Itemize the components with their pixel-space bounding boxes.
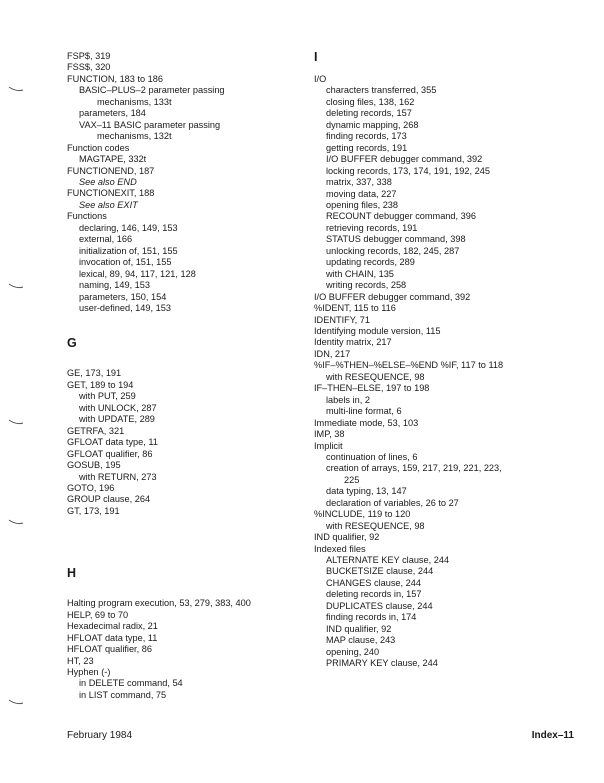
index-entry: FUNCTIONEXIT, 188 (67, 188, 155, 199)
index-subentry: BASIC–PLUS–2 parameter passing (79, 85, 225, 96)
index-subentry: IND qualifier, 92 (326, 623, 392, 634)
index-entry: %IDENT, 115 to 116 (314, 303, 396, 314)
index-section-i (314, 74, 564, 670)
index-section-h (67, 598, 317, 701)
index-subentry: See also END (79, 176, 137, 187)
index-entry: Indexed files (314, 543, 366, 554)
index-subentry: retrieving records, 191 (326, 222, 418, 233)
index-entry: GFLOAT qualifier, 86 (67, 448, 153, 459)
index-subentry: invocation of, 151, 155 (79, 257, 172, 268)
index-subentry: 225 (344, 474, 360, 485)
index-subentry: characters transferred, 355 (326, 85, 437, 96)
index-section-f (67, 51, 317, 314)
index-subentry: ALTERNATE KEY clause, 244 (326, 555, 450, 566)
index-subentry: dynamic mapping, 268 (326, 119, 419, 130)
section-heading-i: I (314, 50, 318, 64)
index-entry: Halting program execution, 53, 279, 383, 400 (67, 598, 251, 609)
index-entry: IND qualifier, 92 (314, 532, 380, 543)
footer-page-number: Index–11 (531, 730, 574, 741)
index-subentry: PRIMARY KEY clause, 244 (326, 658, 438, 669)
index-entry: HFLOAT qualifier, 86 (67, 644, 152, 655)
binder-mark (8, 86, 24, 92)
binder-mark (8, 519, 24, 525)
index-entry: HT, 23 (67, 655, 94, 666)
index-subentry: declaring, 146, 149, 153 (79, 222, 178, 233)
index-subentry: external, 166 (79, 234, 133, 245)
index-subentry: parameters, 150, 154 (79, 291, 167, 302)
index-entry: FUNCTION, 183 to 186 (67, 73, 163, 84)
index-subentry: moving data, 227 (326, 188, 397, 199)
index-subentry: creation of arrays, 159, 217, 219, 221, 223, (326, 463, 502, 474)
index-entry: Identity matrix, 217 (314, 337, 392, 348)
index-entry: GET, 189 to 194 (67, 379, 134, 390)
index-subentry: with PUT, 259 (79, 391, 136, 402)
index-subentry: deleting records in, 157 (326, 589, 422, 600)
index-entry: IMP, 38 (314, 429, 345, 440)
footer-date: February 1984 (67, 730, 133, 741)
index-subentry: VAX–11 BASIC parameter passing (79, 119, 221, 130)
index-right-column (314, 51, 564, 670)
index-subentry: with UNLOCK, 287 (79, 402, 157, 413)
index-entry: Function codes (67, 142, 130, 153)
index-entry: GE, 173, 191 (67, 368, 122, 379)
index-subentry: user-defined, 149, 153 (79, 302, 171, 313)
index-subentry: STATUS debugger command, 398 (326, 234, 466, 245)
index-entry: Identifying module version, 115 (314, 325, 441, 336)
index-subentry: opening files, 238 (326, 199, 399, 210)
index-subentry: labels in, 2 (326, 394, 370, 405)
index-entry: IF–THEN–ELSE, 197 to 198 (314, 383, 430, 394)
index-entry: Hyphen (-) (67, 667, 111, 678)
index-subentry: mechanisms, 132t (97, 131, 172, 142)
index-subentry: updating records, 289 (326, 257, 415, 268)
index-subentry: opening, 240 (326, 646, 380, 657)
index-entry: %IF–%THEN–%ELSE–%END %IF, 117 to 118 (314, 360, 504, 371)
index-section-g (67, 368, 317, 517)
index-subentry: DUPLICATES clause, 244 (326, 600, 433, 611)
binder-mark (8, 419, 24, 425)
index-subentry: continuation of lines, 6 (326, 451, 418, 462)
index-subentry: I/O BUFFER debugger command, 392 (326, 154, 483, 165)
index-entry: FSP$, 319 (67, 51, 111, 61)
section-heading-h: H (67, 566, 77, 581)
index-subentry: getting records, 191 (326, 142, 408, 153)
index-subentry: mechanisms, 133t (97, 96, 172, 107)
index-subentry: BUCKETSIZE clause, 244 (326, 566, 434, 577)
index-subentry: finding records, 173 (326, 131, 407, 142)
index-entry: Functions (67, 211, 107, 222)
index-subentry: initialization of, 151, 155 (79, 245, 178, 256)
index-subentry: closing files, 138, 162 (326, 96, 415, 107)
index-subentry: with RESEQUENCE, 98 (326, 520, 425, 531)
index-subentry: finding records in, 174 (326, 612, 417, 623)
index-subentry: in DELETE command, 54 (79, 678, 183, 689)
index-entry: GROUP clause, 264 (67, 494, 151, 505)
index-subentry: with RETURN, 273 (79, 471, 157, 482)
index-left-column (67, 51, 317, 701)
index-entry: GT, 173, 191 (67, 505, 120, 516)
index-subentry: multi-line format, 6 (326, 406, 402, 417)
index-subentry: data typing, 13, 147 (326, 486, 407, 497)
index-subentry: See also EXIT (79, 199, 138, 210)
index-subentry: MAP clause, 243 (326, 635, 396, 646)
index-entry: FSS$, 320 (67, 62, 111, 73)
index-subentry: deleting records, 157 (326, 108, 412, 119)
index-subentry: lexical, 89, 94, 117, 121, 128 (79, 268, 196, 279)
index-subentry: with CHAIN, 135 (326, 268, 394, 279)
index-subentry: naming, 149, 153 (79, 280, 151, 291)
index-subentry: locking records, 173, 174, 191, 192, 245 (326, 165, 490, 176)
index-entry: GFLOAT data type, 11 (67, 437, 158, 448)
index-subentry: in LIST command, 75 (79, 689, 167, 700)
index-entry: Immediate mode, 53, 103 (314, 417, 419, 428)
index-entry: HELP, 69 to 70 (67, 609, 129, 620)
binder-mark (8, 699, 24, 705)
index-subentry: RECOUNT debugger command, 396 (326, 211, 476, 222)
binder-mark (8, 283, 24, 289)
index-entry: FUNCTIONEND, 187 (67, 165, 155, 176)
index-entry: I/O (314, 74, 327, 84)
index-entry: IDN, 217 (314, 348, 351, 359)
index-entry: GOTO, 196 (67, 482, 115, 493)
index-subentry: parameters, 184 (79, 108, 146, 119)
index-entry: GOSUB, 195 (67, 460, 121, 471)
index-entry: Hexadecimal radix, 21 (67, 621, 158, 632)
index-subentry: with UPDATE, 289 (79, 414, 155, 425)
index-subentry: CHANGES clause, 244 (326, 577, 421, 588)
section-heading-g: G (67, 336, 77, 351)
index-entry: HFLOAT data type, 11 (67, 632, 158, 643)
index-subentry: MAGTAPE, 332t (79, 154, 147, 165)
index-entry: IDENTIFY, 71 (314, 314, 370, 325)
index-subentry: unlocking records, 182, 245, 287 (326, 245, 460, 256)
index-subentry: writing records, 258 (326, 280, 407, 291)
index-subentry: matrix, 337, 338 (326, 177, 392, 188)
index-entry: Implicit (314, 440, 343, 451)
index-entry: %INCLUDE, 119 to 120 (314, 509, 411, 520)
index-subentry: declaration of variables, 26 to 27 (326, 497, 459, 508)
index-subentry: with RESEQUENCE, 98 (326, 371, 425, 382)
index-entry: I/O BUFFER debugger command, 392 (314, 291, 471, 302)
index-entry: GETRFA, 321 (67, 425, 125, 436)
